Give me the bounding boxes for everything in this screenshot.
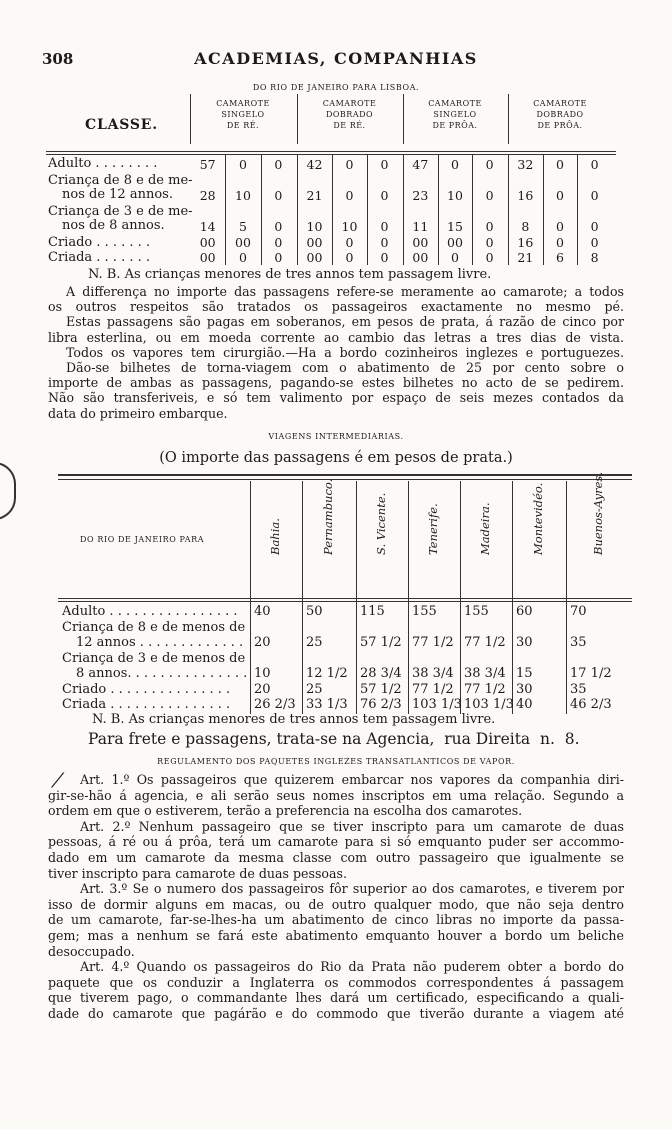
article-line: tiver inscripto para camarote de duas pessoas.: [48, 865, 347, 881]
table2-cell: 77 1/2: [412, 635, 454, 650]
table1-cell: 0: [590, 235, 599, 250]
table1-row-label-line: Criada . . . . . . .: [48, 250, 150, 265]
table1-header-rule-thin: [46, 154, 616, 155]
table1-row-label-line: Criança de 3 e de me-: [48, 204, 193, 219]
table2-cell: 77 1/2: [464, 682, 506, 697]
classe-header: CLASSE.: [85, 117, 158, 133]
table1-cell: 0: [451, 250, 459, 265]
table1-header-rule: [46, 151, 616, 152]
table1-column-header-line: DOBRADO: [325, 110, 374, 119]
table1-column-header-line: CAMAROTE: [428, 99, 482, 108]
paragraph-line: Todos os vapores tem cirurgião.—Ha a bordo cozinheiros inglezes e portuguezes.: [66, 344, 624, 360]
table2-cell: 115: [360, 604, 385, 619]
table1-cell: 0: [239, 250, 247, 265]
article-line: isso de dormir alguns em macas, ou de outro qualquer modo, que não seja dentro: [48, 896, 624, 912]
table2-cell: 77 1/2: [412, 682, 454, 697]
article-line: desoccupado.: [48, 943, 135, 959]
table2-cell: 10: [254, 666, 271, 681]
table1-cell: 57: [199, 157, 216, 172]
table2-cell: 20: [254, 682, 271, 697]
table2-cell: 155: [464, 604, 489, 619]
table2-cell: 76 2/3: [360, 697, 402, 712]
table1-cell: 0: [345, 188, 354, 203]
table1-column-rule: [225, 155, 226, 265]
table1-cell: 0: [345, 250, 354, 265]
table2-cell: 103 1/3: [464, 697, 514, 712]
table2-cell: 40: [254, 604, 271, 619]
table2-cell: 30: [516, 635, 533, 650]
table1-column-group-header: [508, 98, 612, 131]
table2-row-label: [62, 604, 238, 619]
table1-cell: 00: [235, 235, 251, 250]
paragraph-line: libra esterlina, ou em moeda corrente ao cambio das letras a tres dias de vista.: [48, 329, 624, 345]
table1-cell: 00: [199, 250, 216, 265]
table1-row-label-line: Criança de 8 e de me-: [48, 173, 193, 188]
table1-header-divider: [403, 94, 404, 144]
table2-destination-header: Madeira.: [478, 502, 492, 555]
table2-header-rule-thin: [58, 601, 632, 602]
table1-cell: 0: [380, 250, 389, 265]
table1-column-rule: [508, 155, 509, 265]
table2-column-rule: [302, 481, 303, 714]
article-line: que tiverem pago, o commandante lhes dará um certificado, especificando a quali-: [48, 990, 624, 1006]
table1-row-label: [48, 236, 150, 250]
table1-cell: 0: [485, 235, 494, 250]
table1-header-divider: [508, 94, 509, 144]
table1-cell: 0: [380, 219, 389, 234]
paragraph-line: importe de ambas as passagens, pagando-se estes bilhetes no acto de se pedirem.: [48, 375, 624, 391]
handwritten-mark: ⁄: [56, 768, 60, 792]
table1-column-header-line: CAMAROTE: [322, 99, 377, 108]
table2-row-label-line: Criança de 8 e de menos de: [62, 620, 246, 635]
binding-hole-mark: [0, 462, 16, 520]
table1-cell: 0: [239, 157, 247, 172]
table2-row-label: [62, 682, 230, 697]
table1-cell: 5: [239, 219, 247, 234]
table1-cell: 0: [380, 235, 389, 250]
table2-cell: 38 3/4: [464, 666, 506, 681]
table2-title: VIAGENS INTERMEDIARIAS.: [268, 432, 404, 441]
table2-destination-header: Buenos-Ayres.: [591, 472, 605, 555]
article-line: ordem em que o estiverem, terão a preferencia na escolha dos camarotes.: [48, 803, 523, 819]
table1-cell: 0: [274, 157, 283, 172]
table1-column-rule: [297, 155, 298, 265]
paragraph-line: Dão-se bilhetes de torna-viagem com o abatimento de 25 por cento sobre o: [66, 360, 624, 375]
article-line: dado em um camarote da mesma classe com outro passageiro que igualmente se: [48, 850, 624, 865]
table1-cell: 10: [306, 219, 323, 234]
table2-column-rule: [250, 481, 251, 714]
table1-cell: 0: [380, 188, 389, 203]
table1-column-header-line: DE PRÔA.: [432, 121, 478, 130]
running-head: ACADEMIAS, COMPANHIAS: [194, 49, 478, 68]
table1-cell: 10: [447, 188, 463, 203]
table1-row-label-line: nos de 12 annos.: [62, 187, 173, 202]
table2-column-rule: [566, 481, 567, 714]
table1-row-label: [48, 251, 150, 265]
table2-row-label: [62, 620, 245, 650]
table1-cell: 11: [412, 219, 429, 234]
table1-cell: 6: [556, 250, 564, 265]
table2-destination-header: Bahia.: [268, 518, 282, 555]
table2-cell: 25: [306, 635, 323, 650]
table1-cell: 8: [590, 250, 599, 265]
table1-column-header-line: DOBRADO: [536, 110, 584, 119]
table1-row-label: [48, 174, 193, 202]
table1-cell: 00: [447, 235, 463, 250]
article-line: Art. 4.º Quando os passageiros do Rio da Prata não puderem obter a bordo do: [80, 959, 624, 975]
table1-cell: 0: [485, 188, 494, 203]
table2-row-label-line: Criado . . . . . . . . . . . . . . .: [62, 682, 231, 697]
table1-cell: 0: [345, 235, 354, 250]
table1-column-rule: [543, 155, 544, 265]
table1-cell: 00: [306, 250, 323, 265]
table1-cell: 00: [412, 235, 429, 250]
frete-notice: Para frete e passagens, trata-se na Agencia, rua Direita n. 8.: [88, 730, 580, 748]
table2-top-rule-thin: [58, 479, 632, 480]
table1-cell: 14: [199, 219, 216, 234]
table2-cell: 46 2/3: [570, 697, 612, 712]
table1-cell: 00: [412, 250, 429, 265]
table1-cell: 32: [517, 157, 534, 172]
table1-column-header-line: DE PRÔA.: [537, 121, 583, 130]
table1-row-label-line: Criado . . . . . . .: [48, 235, 151, 250]
table1-cell: 21: [306, 188, 323, 203]
table1-column-rule: [261, 155, 262, 265]
table1-column-header-line: DE RÉ.: [333, 121, 366, 130]
table1-cell: 0: [556, 219, 564, 234]
table2-row-label-line: Adulto . . . . . . . . . . . . . . . .: [62, 604, 238, 619]
table2-nb: N. B. As crianças menores de tres annos tem passagem livre.: [92, 712, 496, 727]
table2-cell: 57 1/2: [360, 635, 402, 650]
table1-cell: 0: [485, 219, 494, 234]
table1-cell: 16: [517, 188, 534, 203]
table1-column-header-line: SINGELO: [221, 110, 265, 119]
table1-cell: 0: [274, 219, 283, 234]
table2-cell: 35: [570, 635, 587, 650]
table2-cell: 28 3/4: [360, 666, 402, 681]
table2-cell: 33 1/3: [306, 697, 348, 712]
table2-cell: 30: [516, 682, 533, 697]
table1-cell: 10: [235, 188, 251, 203]
table1-cell: 0: [274, 235, 283, 250]
table2-cell: 25: [306, 682, 323, 697]
table1-cell: 0: [274, 188, 283, 203]
table2-cell: 155: [412, 604, 437, 619]
table1-column-rule: [367, 155, 368, 265]
table2-row-label-line: Criada . . . . . . . . . . . . . . .: [62, 697, 231, 712]
article-line: Art. 2.º Nenhum passageiro que se tiver inscripto para um camarote de duas: [80, 818, 624, 834]
table1-cell: 47: [412, 157, 429, 172]
table1-cell: 0: [451, 157, 459, 172]
table1-nb: N. B. As crianças menores de tres annos tem passagem livre.: [88, 267, 492, 282]
table1-cell: 00: [199, 235, 216, 250]
table2-header-rule: [58, 598, 632, 599]
article-line: gir-se-hão á agencia, e ali serão seus nomes inscriptos em uma relação. Segundo a: [48, 787, 624, 803]
article-line: paquete que os conduzir a Inglaterra os commodos correspondentes á passagem: [48, 974, 624, 990]
table2-cell: 38 3/4: [412, 666, 454, 681]
table1-cell: 0: [590, 188, 599, 203]
paragraph-line: Estas passagens são pagas em soberanos, em pesos de prata, á razão de cinco por: [66, 314, 624, 330]
table2-cell: 12 1/2: [306, 666, 348, 681]
table1-cell: 0: [485, 157, 494, 172]
table2-cell: 17 1/2: [570, 666, 612, 681]
table2-cell: 77 1/2: [464, 635, 506, 650]
paragraph-line: Não são transferiveis, e só tem valimento por espaço de seis mezes contados da: [48, 390, 624, 406]
article-line: pessoas, á ré ou á prôa, terá um camarote para si só emquanto puder ser accommo-: [48, 834, 624, 850]
table1-cell: 00: [306, 235, 323, 250]
table2-subtitle: (O importe das passagens é em pesos de prata.): [159, 450, 513, 466]
table2-destination-header: Pernambuco.: [321, 478, 335, 555]
table1-column-rule: [403, 155, 404, 265]
table1-cell: 0: [485, 250, 494, 265]
table1-cell: 8: [521, 219, 530, 234]
table1-cell: 0: [590, 157, 599, 172]
table2-top-rule: [58, 474, 632, 476]
table2-destination-header: Montevidéo.: [531, 482, 545, 555]
table2-cell: 70: [570, 604, 587, 619]
table1-header-divider: [190, 94, 191, 144]
table1-column-rule: [332, 155, 333, 265]
table1-cell: 0: [590, 219, 599, 234]
table1-cell: 42: [306, 157, 323, 172]
table2-row-label: [62, 651, 247, 681]
table2-cell: 57 1/2: [360, 682, 402, 697]
table2-column-rule: [408, 481, 409, 714]
table1-cell: 0: [345, 157, 354, 172]
table2-cell: 20: [254, 635, 271, 650]
table1-cell: 15: [447, 219, 463, 234]
table2-destination-header: S. Vicente.: [374, 492, 388, 555]
table1-column-rule: [438, 155, 439, 265]
table1-cell: 0: [274, 250, 283, 265]
table1-column-rule: [472, 155, 473, 265]
table1-column-header-line: DE RÉ.: [226, 121, 260, 130]
paragraph-line: data do primeiro embarque.: [48, 405, 228, 421]
table1-cell: 10: [341, 219, 358, 234]
table2-row-label-line: 12 annos . . . . . . . . . . . . .: [76, 635, 244, 650]
table1-row-label: [48, 205, 193, 233]
table2-row-header: DO RIO DE JANEIRO PARA: [80, 535, 205, 544]
table2-row-label-line: Criança de 3 e de menos de: [62, 651, 246, 666]
table2-cell: 35: [570, 682, 587, 697]
table2-column-rule: [512, 481, 513, 714]
paragraph-line: A differença no importe das passagens refere-se meramente ao camarote; a todos: [66, 284, 624, 299]
table2-cell: 103 1/3: [412, 697, 462, 712]
table1-subtitle: DO RIO DE JANEIRO PARA LISBOA.: [252, 83, 420, 92]
table2-column-rule: [460, 481, 461, 714]
table1-row-label-line: nos de 8 annos.: [62, 218, 165, 233]
table1-cell: 21: [517, 250, 534, 265]
table2-cell: 60: [516, 604, 533, 619]
table2-row-label-line: 8 annos. . . . . . . . . . . . . . .: [76, 666, 248, 681]
article-line: de um camarote, far-se-lhes-ha um abatimento de cinco libras no importe da passa-: [48, 912, 624, 928]
table1-column-group-header: [403, 98, 507, 131]
table1-column-header-line: SINGELO: [433, 110, 477, 119]
table1-column-group-header: [297, 98, 402, 131]
table1-row-label: [48, 157, 157, 171]
table1-row-label-line: Adulto . . . . . . . .: [48, 156, 158, 171]
table1-column-header-line: CAMAROTE: [533, 99, 587, 108]
table2-cell: 40: [516, 697, 533, 712]
table1-column-header-line: CAMAROTE: [216, 99, 270, 108]
article-line: gem; mas a nenhum se fará este abatimento emquanto houver a bordo um beliche: [48, 928, 624, 943]
table2-cell: 26 2/3: [254, 697, 296, 712]
article-line: Art. 1.º Os passageiros que quizerem embarcar nos vapores da companhia diri-: [80, 772, 624, 787]
article-line: Art. 3.º Se o numero dos passageiros fôr superior ao dos camarotes, e tiverem por: [80, 881, 624, 897]
paragraph-line: os outros respeitos são tratados os passageiros exactamente no mesmo pé.: [48, 299, 624, 315]
table1-column-group-header: [190, 98, 296, 131]
page-number: 308: [42, 50, 74, 68]
table1-cell: 0: [380, 157, 389, 172]
table2-column-rule: [356, 481, 357, 714]
regulamento-title: REGULAMENTO DOS PAQUETES INGLEZES TRANSATLANTICOS DE VAPOR.: [157, 757, 515, 766]
table1-cell: 23: [412, 188, 429, 203]
table1-cell: 28: [199, 188, 216, 203]
table2-cell: 15: [516, 666, 533, 681]
table2-row-label: [62, 697, 230, 712]
table2-cell: 50: [306, 604, 323, 619]
table1-header-divider: [297, 94, 298, 144]
article-line: dade do camarote que pagárão e do commodo que tiverão durante a viagem até: [48, 1006, 624, 1021]
table1-cell: 16: [517, 235, 534, 250]
table2-destination-header: Tenerife.: [426, 503, 440, 555]
table1-cell: 0: [556, 235, 564, 250]
table1-cell: 0: [556, 157, 564, 172]
table1-column-rule: [577, 155, 578, 265]
table1-cell: 0: [556, 188, 564, 203]
